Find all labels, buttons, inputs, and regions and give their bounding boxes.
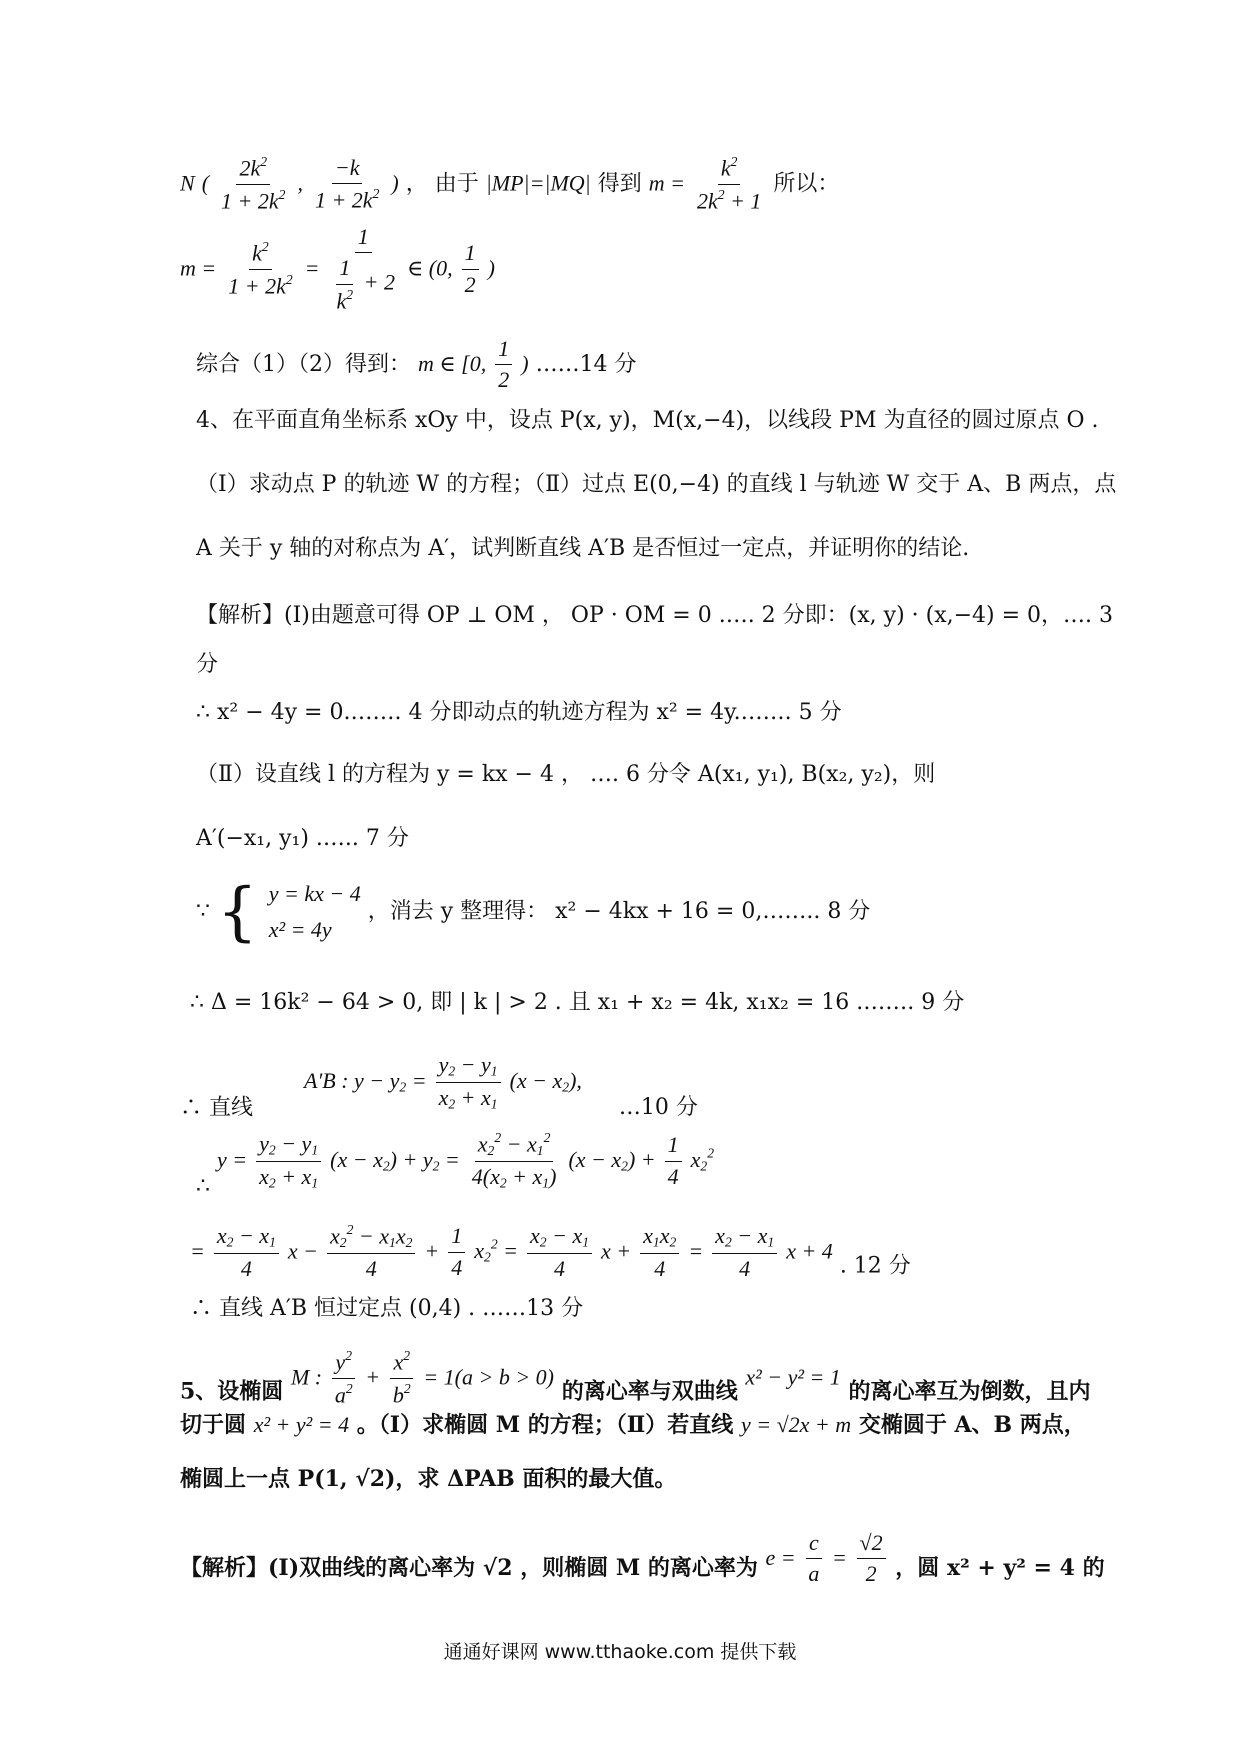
q5-hyperbola: x² − y² = 1 [745, 1364, 841, 1390]
q5-line-eq: y = √2x + m [740, 1412, 852, 1437]
sol4-line-6: ∴ Δ = 16k² − 64 > 0, 即 | k | > 2 . 且 x₁ + x₂ = 4k, x₁x₂ = 16 .……. 9 分 [190, 990, 965, 1015]
got-text: 得到 [597, 171, 642, 197]
q5-prefix: 5、设椭圆 [180, 1378, 284, 1405]
q5-line-2 [180, 1412, 1086, 1438]
sol5-b: ，圆 x² + y² = 4 的 [895, 1554, 1105, 1581]
q4-line-2: （Ⅰ）求动点 P 的轨迹 W 的方程；（Ⅱ）过点 E(0,−4) 的直线 l 与轨迹 W 交于 A、B 两点，点 [196, 472, 1117, 497]
q5-line-1: 5、设椭圆 M : $\frac{y^2}{a^2}$ + $\frac{x^2}{b^2}$ = 1(a > b > 0) 的离心率与双曲线 x² − y² = 1 的离心率互为倒数，且内 [180, 1348, 1091, 1408]
q5-mid: 的离心率与双曲线 [561, 1378, 738, 1405]
q5-line2-c: 交椭圆于 A、B 两点， [858, 1412, 1086, 1438]
sol4-line-1: 【解析】(Ⅰ)由题意可得 OP ⊥ OM ， OP · OM = 0 .…. 2 分即：(x, y) · (x,−4) = 0，…. 3 [196, 603, 1114, 628]
system-eq-2: x² = 4y [268, 917, 332, 942]
since-text: ， 由于 [405, 171, 479, 197]
sol4-system-line: ∵ { y = kx − 4 x² = 4y ，消去 y 整理得： x² − 4kx + 16 = 0,…….. 8 分 [196, 875, 871, 949]
system-tail: ，消去 y 整理得： x² − 4kx + 16 = 0,…….. 8 分 [367, 899, 871, 924]
sol5-a: 【解析】(Ⅰ)双曲线的离心率为 √2 ，则椭圆 M 的离心率为 [180, 1554, 758, 1581]
summary-score: ……14 分 [535, 351, 637, 377]
q5-circle: x² + y² = 4 [253, 1412, 350, 1437]
summary-text: 综合（1）（2）得到： [196, 351, 411, 377]
q5-line2-a: 切于圆 [180, 1412, 247, 1438]
line-score: …10 分 [618, 1095, 698, 1121]
sol4-line-7: ∴ 直线 A′B : $y - y_2$ = $\frac{y_2 - y_1}{x_2 + x_1}$ $(x - x_2)$, …10 分 [180, 1052, 698, 1121]
sol4-line-10: ∴ 直线 A′B 恒过定点 (0,4) . ……13 分 [190, 1296, 584, 1321]
q4-line-3: A 关于 y 轴的对称点为 A′，试判断直线 A′B 是否恒过一定点，并证明你的结论. [196, 536, 970, 561]
sol5-line-1: 【解析】(Ⅰ)双曲线的离心率为 √2 ，则椭圆 M 的离心率为 e = $\frac{c}{a}$ = $\frac{√2}{2}$ ，圆 x² + y² = 4 的 [180, 1530, 1105, 1587]
sol4-line-1b: 分 [196, 652, 219, 677]
line9-score: . 12 分 [839, 1253, 911, 1279]
n-x-fraction: $\frac{2k^2}{1 + 2k^2}$ [221, 154, 286, 214]
q5-line2-b: 。（Ⅰ）求椭圆 M 的方程；（Ⅱ）若直线 [356, 1412, 734, 1438]
point-n-label: N [180, 170, 195, 196]
m-fraction: $\frac{k^2}{2k^2 + 1}$ [696, 154, 762, 214]
line-label: ∴ 直线 [180, 1095, 253, 1121]
line-n-coordinates: N ( $\frac{2k^2}{1 + 2k^2}$ , $\frac{-k}{1 + 2k^2}$ ) ， 由于 |MP|=|MQ| 得到 m = $\frac{k^2}{2k^2 + 1}$ 所以： [180, 154, 840, 214]
sol4-line-8: ∴ y = $\frac{y_2 - y_1}{x_2 + x_1}$ $(x - x_2) + y_2$ = $\frac{x_2^2 - x_1^2}{4(x_2 + x_1)}$ $(x - x_2)$ + $\frac{1}{4}$ $x_2^2$ [196, 1130, 715, 1199]
mp-mq-equality: |MP|=|MQ| [485, 170, 591, 196]
sol4-line-2: ∴ x² − 4y = 0.……. 4 分即动点的轨迹方程为 x² = 4y.……. 5 分 [196, 700, 842, 725]
q5-end: 的离心率互为倒数，且内 [848, 1378, 1091, 1405]
q5-line-3: 椭圆上一点 P(1, √2)，求 ΔPAB 面积的最大值。 [180, 1466, 677, 1492]
page-footer: 通通好课网 www.tthaoke.com 提供下载 [443, 1641, 797, 1663]
sol4-line-9: = $\frac{x_2 - x_1}{4}$ x − $\frac{x_2^2 - x_1x_2}{4}$ + $\frac{1}{4}$ $x_2^2$ = $\frac{x_2 - x_1}{4}$ x + $\frac{x_1x_2}{4}$ = $\frac{x_2 - x_1}{4}$ x + 4 . 12 分 [190, 1222, 911, 1282]
system-eq-1: y = kx − 4 [268, 880, 361, 906]
therefore-text: 所以： [773, 171, 840, 197]
sol4-line-3: （Ⅱ）设直线 l 的方程为 y = kx − 4 ， …. 6 分令 A(x₁, y₁), B(x₂, y₂)，则 [196, 762, 936, 787]
equation-system [269, 881, 361, 944]
q4-line-1: 4、在平面直角坐标系 xOy 中，设点 P(x, y)，M(x,−4)，以线段 PM 为直径的圆过原点 O . [196, 408, 1099, 433]
sol4-line-4: A′(−x₁, y₁) .….. 7 分 [196, 826, 409, 851]
line-m-range: m = $\frac{k^2}{1 + 2k^2}$ = 1 $\frac{1}{k^2}$ + 2 ∈ (0, $\frac{1}{2}$ ) [180, 224, 495, 314]
line-summary: 综合（1）（2）得到： m ∈ [0, $\frac{1}{2}$ ) ……14 分 [196, 336, 637, 393]
n-y-fraction: $\frac{-k}{1 + 2k^2}$ [314, 154, 380, 213]
